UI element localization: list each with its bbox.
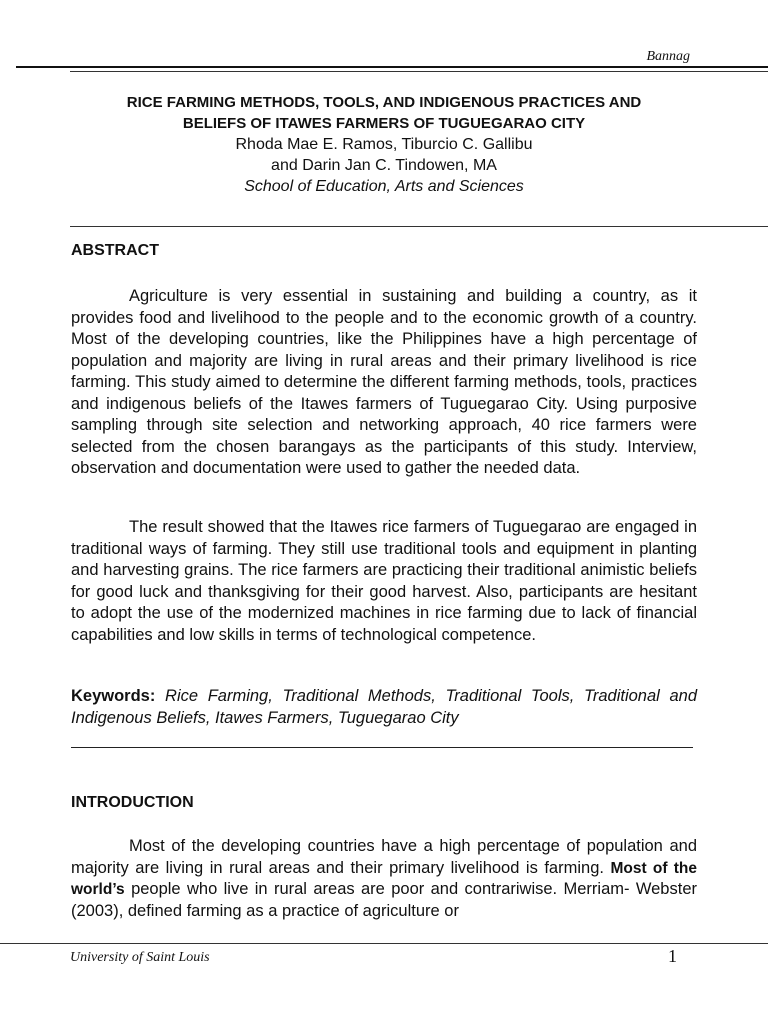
authors-line-2: and Darin Jan C. Tindowen, MA (271, 157, 497, 174)
intro-text-part-2: people who live in rural areas are poor and contrariwise. Merriam- Webster (2003), defined farming as a practice of agriculture or (71, 880, 697, 920)
abstract-paragraph-1: Agriculture is very essential in sustaining and building a country, as it provides food and livelihood to the people and to the economic growth of a country. Most of the developing countries, like the Philippines have a high percentage of population and majority are living in rural areas and their primary livelihood is rice farming. This study aimed to determine the different farming methods, tools, practices and indigenous beliefs of the Itawes farmers of Tuguegarao City. Using purposive sampling through site selection and networking approach, 40 rice farmers were selected from the chosen barangays as the participants of this study. Interview, observation and documentation were used to gather the needed data. (71, 287, 697, 477)
authors-line-1: Rhoda Mae E. Ramos, Tiburcio C. Gallibu (235, 136, 533, 153)
abstract-heading: ABSTRACT (71, 242, 159, 259)
footer-institution: University of Saint Louis (70, 950, 210, 965)
keywords-underline (71, 747, 693, 748)
header-rule-thick (16, 66, 768, 68)
paper-title-line-2: BELIEFS OF ITAWES FARMERS OF TUGUEGARAO CITY (182, 115, 586, 132)
keywords (71, 686, 697, 729)
intro-bold-phrase: Most of the world’s (71, 859, 698, 898)
running-head: Bannag (646, 49, 690, 64)
introduction-paragraph (71, 836, 697, 922)
paper-title-line-1: RICE FARMING METHODS, TOOLS, AND INDIGENOUS PRACTICES AND (126, 94, 642, 111)
intro-text-part-1: Most of the developing countries have a high percentage of population and majority are living in rural areas and their primary livelihood is farming. (71, 837, 697, 877)
title-separator (70, 226, 768, 227)
footer-rule (0, 943, 768, 944)
introduction-heading: INTRODUCTION (71, 794, 194, 811)
affiliation: School of Education, Arts and Sciences (244, 178, 524, 195)
abstract-paragraph-2: The result showed that the Itawes rice farmers of Tuguegarao are engaged in traditional ways of farming. They still use traditional tools and equipment in planting and harvesting grains. The rice farmers are practicing their traditional animistic beliefs for good luck and thanksgiving for their good harvest. Also, participants are hesitant to adopt the use of the modernized machines in rice farming due to lack of financial capabilities and low skills in terms of technological competence. (71, 518, 697, 644)
title-block (0, 92, 768, 197)
header-rule-thin (70, 71, 768, 72)
keywords-text: Rice Farming, Traditional Methods, Traditional Tools, Traditional and Indigenous Beliefs, Itawes Farmers, Tuguegarao City (71, 687, 698, 727)
keywords-label: Keywords: (71, 687, 156, 705)
page-number: 1 (668, 946, 677, 966)
